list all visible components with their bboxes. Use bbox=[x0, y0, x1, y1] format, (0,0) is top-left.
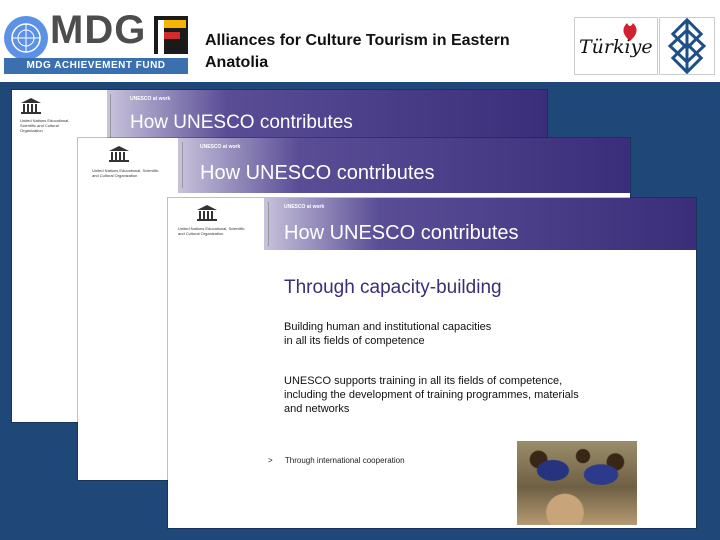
slide-heading: How UNESCO contributes bbox=[284, 222, 519, 244]
slide-bullet-item bbox=[268, 456, 405, 465]
turkiye-logo-text: Türkiye bbox=[579, 36, 653, 58]
mdg-achievement-fund-logo bbox=[4, 8, 190, 76]
slide-paragraph-1: Building human and institutional capacities in all its fields of competence bbox=[284, 321, 492, 347]
unesco-org-name: United Nations Educational, Scientific and Cultural Organization bbox=[92, 168, 159, 178]
unesco-org-name: United Nations Educational, Scientific and Cultural Organization bbox=[178, 226, 245, 236]
slide-at-work-label: UNESCO at work bbox=[130, 96, 171, 102]
slide-at-work-label: UNESCO at work bbox=[200, 144, 241, 150]
turkiye-logo bbox=[574, 17, 658, 75]
unesco-temple-icon bbox=[108, 146, 130, 162]
slide-heading: How UNESCO contributes bbox=[200, 162, 435, 184]
slide-subheading: Through capacity-building bbox=[284, 277, 502, 298]
unesco-temple-icon bbox=[196, 205, 218, 221]
slide-paragraph-2: UNESCO supports training in all its fields of competence, including the development of training programmes, materials and networks bbox=[284, 375, 579, 415]
slide-at-work-label: UNESCO at work bbox=[284, 204, 325, 210]
unesco-org-name: United Nations Educational, Scientific and Cultural Organization bbox=[20, 118, 70, 133]
slide-bullet-text: Through international cooperation bbox=[284, 456, 405, 465]
slide-preview-3 bbox=[168, 198, 696, 528]
slide-heading: How UNESCO contributes bbox=[130, 112, 353, 133]
bullet-arrow-icon: > bbox=[268, 456, 273, 465]
unesco-temple-icon bbox=[20, 98, 42, 114]
mdg-f-mark-icon bbox=[154, 16, 188, 54]
mdg-logo-caption: MDG ACHIEVEMENT FUND bbox=[4, 58, 188, 74]
ministry-knot-logo-icon bbox=[659, 17, 715, 75]
un-emblem-icon bbox=[4, 16, 48, 60]
mdg-logo-word: MDG bbox=[50, 8, 147, 52]
header-bar bbox=[0, 0, 720, 82]
page-title: Alliances for Culture Tourism in Eastern Anatolia bbox=[205, 32, 510, 71]
training-photo bbox=[517, 441, 637, 525]
